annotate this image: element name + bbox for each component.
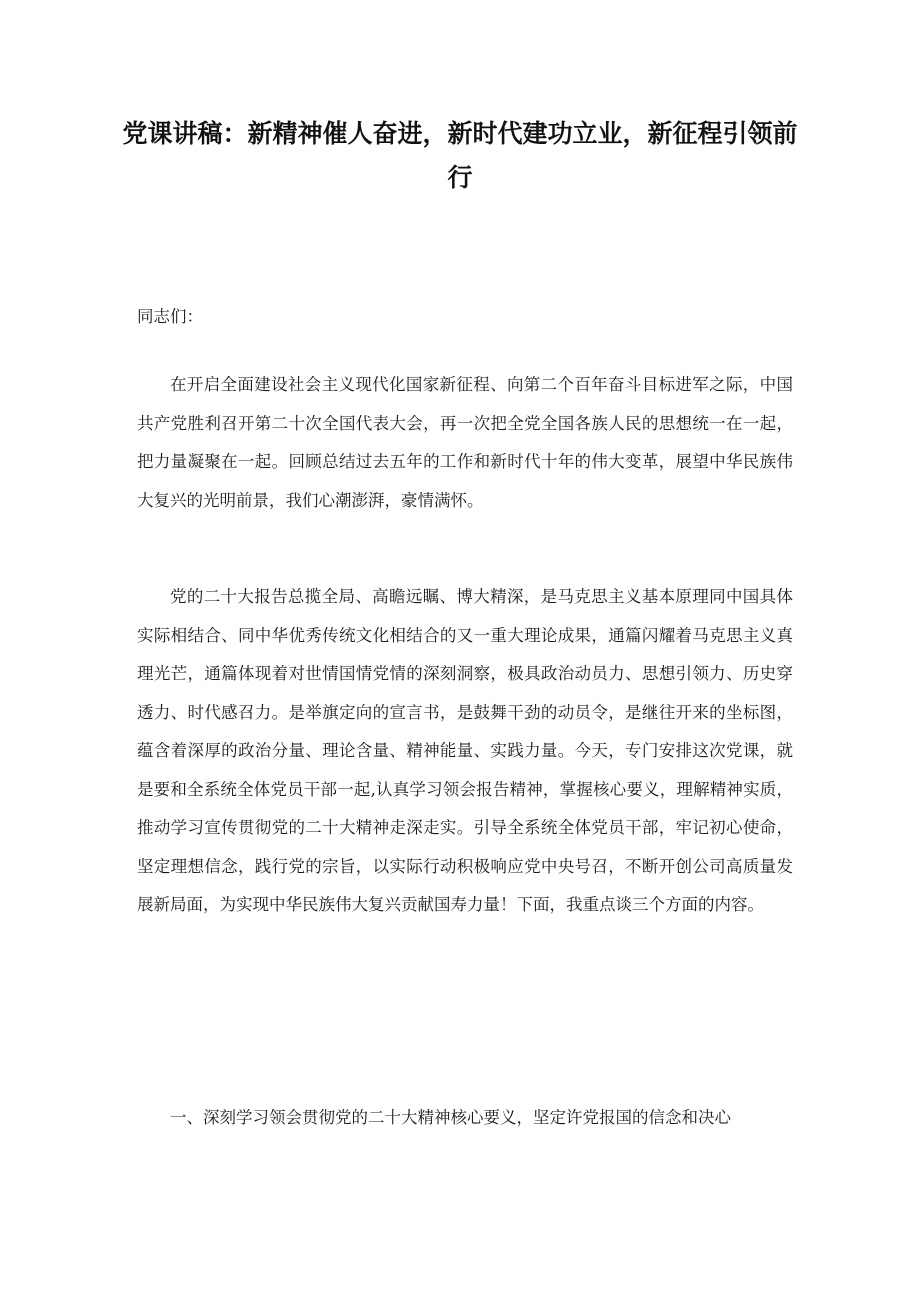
document-title: 党课讲稿：新精神催人奋进，新时代建功立业，新征程引领前行 — [122, 119, 798, 192]
paragraph-intro: 在开启全面建设社会主义现代化国家新征程、向第二个百年奋斗目标进军之际，中国共产党胜利召开第二十次全国代表大会，再一次把全党全国各族人民的思想统一在一起，把力量凝聚在一起。回顾总结过去五年的工作和新时代十年的伟大变革，展望中华民族伟大复兴的光明前景，我们心潮澎湃，豪情满怀。 — [137, 375, 793, 510]
salutation: 同志们： — [137, 307, 203, 326]
section-heading-one: 一、深刻学习领会贯彻党的二十大精神核心要义，坚定许党报国的信念和决心 — [170, 1108, 731, 1127]
paragraph-report-significance: 党的二十大报告总揽全局、高瞻远瞩、博大精深，是马克思主义基本原理同中国具体实际相结合、同中华优秀传统文化相结合的又一重大理论成果，通篇闪耀着马克思主义真理光芒，通篇体现着对世情国情党情的深刻洞察，极具政治动员力、思想引领力、历史穿透力、时代感召力。是举旗定向的宣言书，是鼓舞干劲的动员令，是继往开来的坐标图，蕴含着深厚的政治分量、理论含量、精神能量、实践力量。今天，专门安排这次党课，就是要和全系统全体党员干部一起,认真学习领会报告精神，掌握核心要义，理解精神实质，推动学习宣传贯彻党的二十大精神走深走实。引导全系统全体党员干部，牢记初心使命，坚定理想信念，践行党的宗旨，以实际行动积极响应党中央号召，不断开创公司高质量发展新局面，为实现中华民族伟大复兴贡献国寿力量！下面，我重点谈三个方面的内容。 — [137, 587, 793, 914]
